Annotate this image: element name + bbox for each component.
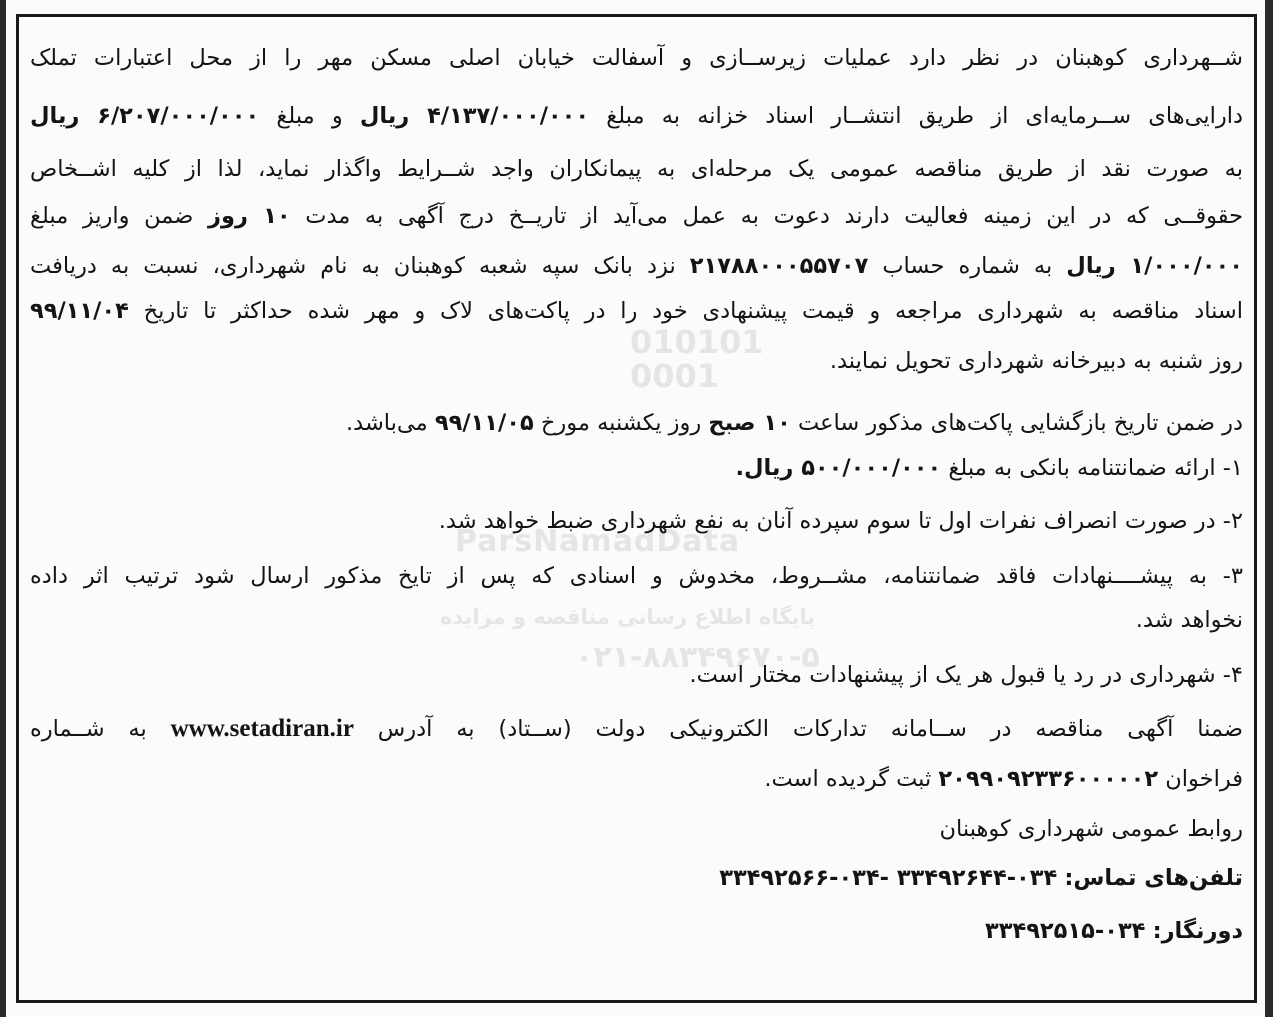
condition-4: ۴- شهرداری در رد یا قبول هر یک از پیشنهادات مختار است. (689, 662, 1243, 688)
guarantee-amount: ۵۰۰/۰۰۰/۰۰۰ ریال. (735, 455, 942, 481)
watermark-caption: پایگاه اطلاع رسانی مناقصه و مزایده (440, 605, 816, 629)
intro-line-2: دارایی‌های ســرمایه‌ای از طریق انتشــار اسناد خزانه به مبلغ ۴/۱۳۷/۰۰۰/۰۰۰ ریال و مبلغ ۶/۲۰۷/۰۰۰/۰۰۰ ریال (30, 103, 1243, 129)
call-number: ۲۰۹۹۰۹۲۳۳۶۰۰۰۰۰۲ (938, 766, 1159, 792)
opening-date: ۹۹/۱۱/۰۵ (434, 410, 534, 436)
intro-line-5: ۱/۰۰۰/۰۰۰ ریال به شماره حساب ۲۱۷۸۸۰۰۰۵۵۷۰۷ نزد بانک سپه شعبه کوهبنان به نام شهرداری، نسبت به دریافت (30, 253, 1243, 279)
condition-3-continued: نخواهد شد. (1135, 607, 1243, 633)
scan-edge-left (0, 0, 6, 1017)
account-number: ۲۱۷۸۸۰۰۰۵۵۷۰۷ (689, 253, 869, 279)
condition-3: ۳- به پیشــــنهادات فاقد ضمانتنامه، مشــروط، مخدوش و اسنادی که پس از تایخ مذکور ارسال شود ترتیب اثر داده (30, 563, 1243, 589)
intro-line-7: روز شنبه به دبیرخانه شهرداری تحویل نمایند. (829, 348, 1243, 374)
intro-line-6: اسناد مناقصه به شهرداری مراجعه و قیمت پیشنهادی خود را در پاکت‌های لاک و مهر شده حداکثر تا تاریخ ۹۹/۱۱/۰۴ (30, 298, 1243, 324)
watermark-phone: ۰۲۱-۸۸۳۴۹۶۷۰-۵ (575, 640, 820, 675)
phone-line (719, 862, 1243, 894)
setadiran-link[interactable]: www.setadiran.ir (170, 715, 354, 742)
intro-line-1: شــهرداری کوهبنان در نظر دارد عملیات زیرســازی و آسفالت خیابان اصلی مسکن مهر را از محل اعتبارات تملک (30, 45, 1243, 71)
closing-line-1: ضمنا آگهی مناقصه در ســامانه تدارکات الکترونیکی دولت (ســتاد) به آدرس www.setadiran.ir به شــماره (30, 715, 1243, 742)
cash-amount: ۶/۲۰۷/۰۰۰/۰۰۰ ریال (30, 103, 260, 129)
closing-line-2: فراخوان ۲۰۹۹۰۹۲۳۳۶۰۰۰۰۰۲ ثبت گردیده است. (764, 766, 1243, 792)
fax-number: ۰۳۴-۳۳۴۹۲۵۱۵ (985, 918, 1146, 944)
phone-numbers: ۰۳۴-۳۳۴۹۲۶۴۴ -۰۳۴-۳۳۴۹۲۵۶۶ (719, 865, 1058, 891)
watermark-brand: ParsNamadData (455, 524, 741, 559)
treasury-amount: ۴/۱۳۷/۰۰۰/۰۰۰ ریال (359, 103, 590, 129)
fax-label: دورنگار: (1152, 918, 1243, 944)
scan-edge-right (1265, 0, 1273, 1017)
opening-date-line: در ضمن تاریخ بازگشایی پاکت‌های مذکور ساعت ۱۰ صبح روز یکشنبه مورخ ۹۹/۱۱/۰۵ می‌باشد. (345, 410, 1243, 436)
signature: روابط عمومی شهرداری کوهبنان (939, 816, 1243, 842)
opening-time: ۱۰ صبح (708, 410, 791, 436)
condition-1: ۱- ارائه ضمانتنامه بانکی به مبلغ ۵۰۰/۰۰۰/۰۰۰ ریال. (735, 455, 1243, 481)
condition-2: ۲- در صورت انصراف نفرات اول تا سوم سپرده آنان به نفع شهرداری ضبط خواهد شد. (438, 508, 1243, 534)
watermark-code: 010101 0001 (630, 323, 764, 395)
fax-line (985, 915, 1243, 947)
phone-label: تلفن‌های تماس: (1064, 865, 1243, 891)
duration-days: ۱۰ روز (208, 203, 291, 229)
intro-line-3: به صورت نقد از طریق مناقصه عمومی یک مرحله‌ای به پیمانکاران واجد شــرایط واگذار نماید، لذا از کلیه اشــخاص (30, 156, 1243, 182)
deposit-amount: ۱/۰۰۰/۰۰۰ ریال (1066, 253, 1243, 279)
intro-line-4: حقوقــی که در این زمینه فعالیت دارند دعوت به عمل می‌آید از تاریــخ درج آگهی به مدت ۱۰ روز ضمن واریز مبلغ (30, 203, 1243, 229)
deadline-date: ۹۹/۱۱/۰۴ (30, 298, 129, 324)
